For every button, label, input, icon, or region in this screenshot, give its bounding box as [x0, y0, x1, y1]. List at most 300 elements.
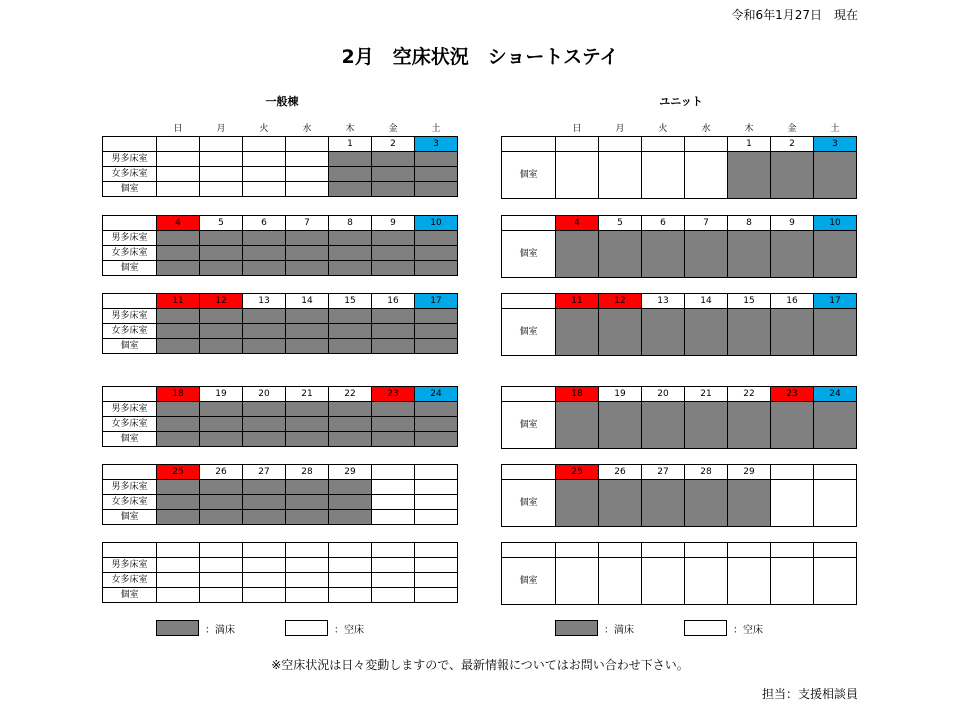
bed-vacant-cell	[372, 558, 415, 573]
bed-full-cell	[243, 339, 286, 354]
room-type-label: 男多床室	[103, 558, 157, 573]
bed-vacant-cell	[415, 588, 458, 603]
date-row-label	[103, 216, 157, 231]
availability-note: ※空床状況は日々変動しますので、最新情報についてはお問い合わせ下さい。	[271, 658, 689, 672]
room-type-label: 個室	[103, 261, 157, 276]
bed-full-cell	[200, 402, 243, 417]
date-cell	[243, 543, 286, 558]
date-cell: 14	[286, 294, 329, 309]
bed-full-cell	[157, 309, 200, 324]
bed-full-cell	[329, 339, 372, 354]
room-type-label: 個室	[502, 309, 556, 356]
bed-full-cell	[286, 402, 329, 417]
date-cell: 1	[329, 137, 372, 152]
room-type-label: 男多床室	[103, 231, 157, 246]
bed-vacant-cell	[599, 558, 642, 605]
bed-vacant-cell	[372, 495, 415, 510]
unit-week-2	[501, 215, 857, 278]
bed-full-cell	[556, 480, 599, 527]
date-row-label	[502, 387, 556, 402]
date-cell: 16	[372, 294, 415, 309]
section-title-unit: ユニット	[659, 95, 703, 108]
bed-full-cell	[728, 152, 771, 199]
weekday-header-spacer	[103, 122, 157, 137]
bed-full-cell	[415, 246, 458, 261]
date-cell	[286, 543, 329, 558]
unit-week-4	[501, 386, 857, 449]
bed-full-cell	[286, 324, 329, 339]
date-cell: 1	[728, 137, 771, 152]
date-row-label	[502, 543, 556, 558]
weekday-header: 月	[615, 123, 625, 134]
date-cell: 25	[157, 465, 200, 480]
date-cell: 29	[728, 465, 771, 480]
date-row-label	[103, 387, 157, 402]
bed-vacant-cell	[685, 152, 728, 199]
weekday-header-spacer	[502, 122, 556, 137]
date-cell	[372, 543, 415, 558]
bed-full-cell	[243, 417, 286, 432]
bed-full-cell	[286, 309, 329, 324]
bed-full-cell	[286, 417, 329, 432]
bed-full-cell	[814, 152, 857, 199]
date-cell	[556, 543, 599, 558]
bed-full-cell	[372, 167, 415, 182]
bed-full-cell	[329, 510, 372, 525]
bed-full-cell	[200, 261, 243, 276]
date-cell: 9	[372, 216, 415, 231]
room-type-label: 男多床室	[103, 402, 157, 417]
bed-full-cell	[329, 324, 372, 339]
date-cell	[814, 465, 857, 480]
bed-full-cell	[372, 309, 415, 324]
date-cell: 6	[243, 216, 286, 231]
bed-vacant-cell	[200, 182, 243, 197]
date-cell: 11	[556, 294, 599, 309]
section-title-general: 一般棟	[265, 95, 299, 108]
date-cell: 13	[243, 294, 286, 309]
bed-vacant-cell	[286, 152, 329, 167]
room-type-label: 個室	[103, 510, 157, 525]
date-cell: 14	[685, 294, 728, 309]
bed-vacant-cell	[372, 510, 415, 525]
bed-full-cell	[243, 246, 286, 261]
bed-full-cell	[372, 417, 415, 432]
date-cell	[642, 137, 685, 152]
room-type-label: 個室	[103, 182, 157, 197]
bed-full-cell	[286, 510, 329, 525]
date-cell	[685, 543, 728, 558]
bed-full-cell	[728, 480, 771, 527]
bed-full-cell	[771, 152, 814, 199]
bed-full-cell	[329, 402, 372, 417]
date-row-label	[502, 465, 556, 480]
date-cell: 15	[329, 294, 372, 309]
room-type-label: 個室	[103, 339, 157, 354]
bed-vacant-cell	[556, 152, 599, 199]
date-cell: 24	[814, 387, 857, 402]
bed-full-cell	[329, 309, 372, 324]
bed-vacant-cell	[814, 480, 857, 527]
bed-full-cell	[200, 231, 243, 246]
bed-full-cell	[685, 480, 728, 527]
bed-full-cell	[200, 246, 243, 261]
bed-vacant-cell	[286, 167, 329, 182]
bed-vacant-cell	[286, 182, 329, 197]
bed-full-cell	[415, 309, 458, 324]
date-cell: 4	[556, 216, 599, 231]
room-type-label: 男多床室	[103, 309, 157, 324]
bed-vacant-cell	[599, 152, 642, 199]
bed-full-cell	[243, 402, 286, 417]
date-cell: 13	[642, 294, 685, 309]
bed-full-cell	[814, 231, 857, 278]
as-of-date: 令和6年1月27日 現在	[731, 8, 858, 22]
weekday-header: 土	[830, 123, 840, 134]
date-cell	[200, 543, 243, 558]
date-cell: 24	[415, 387, 458, 402]
date-cell	[599, 543, 642, 558]
date-cell: 29	[329, 465, 372, 480]
weekday-header: 水	[302, 123, 312, 134]
bed-full-cell	[415, 339, 458, 354]
bed-full-cell	[243, 432, 286, 447]
bed-full-cell	[415, 152, 458, 167]
room-type-label: 女多床室	[103, 495, 157, 510]
bed-full-cell	[329, 417, 372, 432]
bed-vacant-cell	[243, 588, 286, 603]
bed-full-cell	[200, 309, 243, 324]
bed-vacant-cell	[243, 182, 286, 197]
bed-full-cell	[329, 167, 372, 182]
bed-full-cell	[200, 324, 243, 339]
bed-full-cell	[200, 495, 243, 510]
bed-full-cell	[243, 309, 286, 324]
weekday-header: 日	[572, 123, 582, 134]
date-cell: 25	[556, 465, 599, 480]
date-cell: 23	[771, 387, 814, 402]
date-cell: 21	[286, 387, 329, 402]
bed-vacant-cell	[200, 588, 243, 603]
bed-vacant-cell	[642, 152, 685, 199]
bed-vacant-cell	[329, 573, 372, 588]
legend-full-label-unit: ：満床	[604, 625, 634, 636]
bed-vacant-cell	[415, 510, 458, 525]
bed-full-cell	[286, 261, 329, 276]
bed-full-cell	[157, 510, 200, 525]
room-type-label: 男多床室	[103, 152, 157, 167]
date-row-label	[103, 137, 157, 152]
bed-full-cell	[200, 417, 243, 432]
bed-full-cell	[329, 495, 372, 510]
unit-week-3	[501, 293, 857, 356]
unit-week-1	[501, 122, 857, 199]
date-cell: 5	[599, 216, 642, 231]
date-cell	[599, 137, 642, 152]
general-week-2	[102, 215, 458, 276]
date-cell	[329, 543, 372, 558]
bed-vacant-cell	[642, 558, 685, 605]
date-row-label	[103, 543, 157, 558]
bed-full-cell	[728, 402, 771, 449]
general-week-1	[102, 122, 458, 197]
unit-week-5	[501, 464, 857, 527]
date-cell: 20	[642, 387, 685, 402]
weekday-header: 木	[744, 123, 754, 134]
date-cell	[814, 543, 857, 558]
date-cell: 8	[728, 216, 771, 231]
room-type-label: 個室	[502, 558, 556, 605]
bed-full-cell	[415, 402, 458, 417]
date-cell: 23	[372, 387, 415, 402]
bed-full-cell	[599, 480, 642, 527]
bed-full-cell	[157, 495, 200, 510]
date-row-label	[103, 294, 157, 309]
bed-vacant-cell	[814, 558, 857, 605]
date-cell: 12	[599, 294, 642, 309]
date-cell: 19	[200, 387, 243, 402]
bed-vacant-cell	[372, 480, 415, 495]
bed-full-cell	[685, 231, 728, 278]
bed-full-cell	[415, 417, 458, 432]
bed-full-cell	[415, 432, 458, 447]
date-cell: 17	[415, 294, 458, 309]
date-cell	[157, 137, 200, 152]
date-cell: 26	[599, 465, 642, 480]
bed-full-cell	[556, 309, 599, 356]
room-type-label: 個室	[103, 588, 157, 603]
date-cell: 19	[599, 387, 642, 402]
legend-vacant-swatch-unit	[684, 620, 727, 636]
date-cell	[556, 137, 599, 152]
bed-full-cell	[814, 309, 857, 356]
room-type-label: 女多床室	[103, 246, 157, 261]
bed-vacant-cell	[372, 588, 415, 603]
bed-full-cell	[329, 152, 372, 167]
bed-vacant-cell	[415, 495, 458, 510]
bed-full-cell	[372, 182, 415, 197]
bed-full-cell	[599, 309, 642, 356]
bed-full-cell	[286, 231, 329, 246]
bed-vacant-cell	[415, 573, 458, 588]
bed-full-cell	[243, 480, 286, 495]
date-cell: 22	[329, 387, 372, 402]
weekday-header: 木	[345, 123, 355, 134]
weekday-header: 火	[259, 123, 269, 134]
bed-full-cell	[599, 231, 642, 278]
bed-full-cell	[329, 182, 372, 197]
bed-full-cell	[329, 246, 372, 261]
date-cell: 8	[329, 216, 372, 231]
bed-vacant-cell	[329, 558, 372, 573]
bed-full-cell	[642, 231, 685, 278]
bed-vacant-cell	[200, 573, 243, 588]
date-cell: 27	[243, 465, 286, 480]
bed-full-cell	[200, 339, 243, 354]
room-type-label: 個室	[502, 402, 556, 449]
room-type-label: 女多床室	[103, 324, 157, 339]
room-type-label: 女多床室	[103, 573, 157, 588]
unit-week-6	[501, 542, 857, 605]
room-type-label: 個室	[502, 480, 556, 527]
bed-full-cell	[329, 261, 372, 276]
bed-vacant-cell	[771, 558, 814, 605]
bed-vacant-cell	[728, 558, 771, 605]
room-type-label: 男多床室	[103, 480, 157, 495]
bed-full-cell	[771, 309, 814, 356]
bed-vacant-cell	[200, 558, 243, 573]
bed-full-cell	[415, 261, 458, 276]
date-cell: 18	[556, 387, 599, 402]
date-cell	[685, 137, 728, 152]
bed-vacant-cell	[286, 558, 329, 573]
weekday-header: 水	[701, 123, 711, 134]
date-cell	[243, 137, 286, 152]
room-type-label: 女多床室	[103, 417, 157, 432]
bed-full-cell	[599, 402, 642, 449]
bed-vacant-cell	[200, 152, 243, 167]
bed-full-cell	[771, 231, 814, 278]
bed-full-cell	[200, 480, 243, 495]
date-cell	[200, 137, 243, 152]
bed-full-cell	[642, 480, 685, 527]
bed-full-cell	[286, 246, 329, 261]
room-type-label: 女多床室	[103, 167, 157, 182]
bed-full-cell	[286, 480, 329, 495]
date-cell: 17	[814, 294, 857, 309]
bed-vacant-cell	[157, 588, 200, 603]
weekday-header: 日	[173, 123, 183, 134]
bed-full-cell	[157, 261, 200, 276]
date-cell: 3	[415, 137, 458, 152]
date-cell: 26	[200, 465, 243, 480]
bed-full-cell	[372, 152, 415, 167]
date-row-label	[502, 294, 556, 309]
date-cell: 2	[771, 137, 814, 152]
date-cell: 15	[728, 294, 771, 309]
date-cell: 18	[157, 387, 200, 402]
date-cell: 7	[685, 216, 728, 231]
bed-full-cell	[286, 339, 329, 354]
bed-full-cell	[157, 339, 200, 354]
weekday-header: 火	[658, 123, 668, 134]
bed-full-cell	[243, 231, 286, 246]
date-cell	[372, 465, 415, 480]
date-cell: 7	[286, 216, 329, 231]
weekday-header: 土	[431, 123, 441, 134]
bed-full-cell	[286, 495, 329, 510]
bed-full-cell	[728, 231, 771, 278]
date-cell	[415, 465, 458, 480]
bed-full-cell	[685, 402, 728, 449]
date-cell: 16	[771, 294, 814, 309]
bed-full-cell	[157, 402, 200, 417]
bed-vacant-cell	[685, 558, 728, 605]
legend-full-swatch-unit	[555, 620, 598, 636]
bed-vacant-cell	[286, 573, 329, 588]
room-type-label: 個室	[502, 152, 556, 199]
date-cell: 21	[685, 387, 728, 402]
bed-full-cell	[200, 432, 243, 447]
legend-vacant-label-unit: ：空床	[733, 625, 763, 636]
bed-full-cell	[372, 402, 415, 417]
bed-full-cell	[157, 246, 200, 261]
page-title: 2月 空床状況 ショートステイ	[341, 46, 619, 68]
bed-full-cell	[286, 432, 329, 447]
general-week-6	[102, 542, 458, 603]
bed-full-cell	[415, 167, 458, 182]
bed-full-cell	[243, 261, 286, 276]
general-week-5	[102, 464, 458, 525]
bed-vacant-cell	[415, 558, 458, 573]
date-cell	[286, 137, 329, 152]
date-cell	[415, 543, 458, 558]
bed-vacant-cell	[157, 152, 200, 167]
bed-full-cell	[157, 480, 200, 495]
bed-vacant-cell	[243, 573, 286, 588]
bed-vacant-cell	[157, 558, 200, 573]
date-row-label	[502, 137, 556, 152]
bed-full-cell	[372, 324, 415, 339]
bed-full-cell	[685, 309, 728, 356]
date-cell: 4	[157, 216, 200, 231]
room-type-label: 個室	[502, 231, 556, 278]
weekday-header: 金	[787, 123, 797, 134]
date-cell	[771, 543, 814, 558]
bed-full-cell	[814, 402, 857, 449]
bed-full-cell	[329, 480, 372, 495]
bed-full-cell	[200, 510, 243, 525]
bed-full-cell	[642, 309, 685, 356]
bed-full-cell	[415, 231, 458, 246]
date-cell: 20	[243, 387, 286, 402]
bed-vacant-cell	[329, 588, 372, 603]
weekday-header: 月	[216, 123, 226, 134]
date-cell	[771, 465, 814, 480]
bed-full-cell	[771, 402, 814, 449]
bed-full-cell	[243, 510, 286, 525]
date-cell: 10	[415, 216, 458, 231]
date-cell: 6	[642, 216, 685, 231]
bed-vacant-cell	[157, 573, 200, 588]
date-cell: 2	[372, 137, 415, 152]
bed-full-cell	[415, 324, 458, 339]
date-cell: 12	[200, 294, 243, 309]
legend-vacant-label: ：空床	[334, 625, 364, 636]
bed-full-cell	[556, 231, 599, 278]
bed-full-cell	[157, 432, 200, 447]
bed-full-cell	[642, 402, 685, 449]
bed-vacant-cell	[372, 573, 415, 588]
bed-full-cell	[556, 402, 599, 449]
date-row-label	[502, 216, 556, 231]
bed-full-cell	[157, 324, 200, 339]
bed-full-cell	[243, 324, 286, 339]
bed-vacant-cell	[243, 167, 286, 182]
bed-full-cell	[415, 182, 458, 197]
date-cell: 10	[814, 216, 857, 231]
date-cell: 27	[642, 465, 685, 480]
general-week-4	[102, 386, 458, 447]
date-cell: 5	[200, 216, 243, 231]
bed-full-cell	[372, 261, 415, 276]
date-cell: 28	[685, 465, 728, 480]
date-cell: 22	[728, 387, 771, 402]
room-type-label: 個室	[103, 432, 157, 447]
bed-full-cell	[243, 495, 286, 510]
bed-full-cell	[157, 231, 200, 246]
bed-full-cell	[372, 231, 415, 246]
